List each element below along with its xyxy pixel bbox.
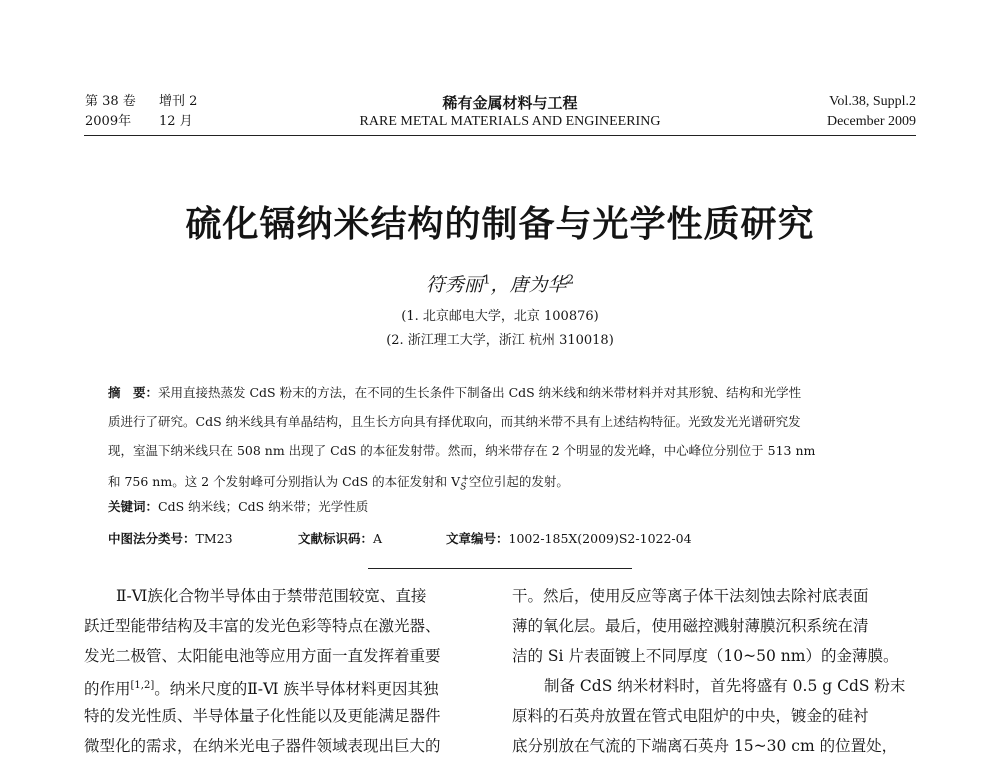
article-number-value: 1002-185X(2009)S2-1022-04 — [508, 531, 692, 546]
keywords-text: CdS 纳米线；CdS 纳米带；光学性质 — [158, 499, 369, 514]
supplement-cn: 增刊 2 — [159, 94, 198, 109]
vacancy-superscript: + — [461, 474, 469, 484]
author-line — [0, 270, 1000, 297]
body-line: 底分别放在气流的下端离石英舟 15~30 cm 的位置处， — [512, 737, 898, 755]
body-column-left — [84, 581, 489, 761]
year-cn: 2009年 — [85, 114, 132, 129]
keywords — [108, 497, 368, 515]
doc-code-value: A — [373, 531, 383, 546]
affiliation-2: (2. 浙江理工大学，浙江 杭州 310018) — [386, 333, 614, 348]
body-line: 原料的石英舟放置在管式电阻炉的中央，镀金的硅衬 — [512, 707, 869, 725]
body-line: 微型化的需求，在纳米光电子器件领域表现出巨大的 — [84, 737, 441, 755]
body-line: 薄的氧化层。最后，使用磁控溅射薄膜沉积系统在清 — [512, 617, 869, 635]
keywords-label: 关键词： — [108, 499, 159, 514]
abstract-line: 质进行了研究。CdS 纳米线具有单晶结构，且生长方向具有择优取向，而其纳米带不具有上述结构特征。光致发光光谱研究发 — [108, 414, 801, 429]
body-line: 发光二极管、太阳能电池等应用方面一直发挥着重要 — [84, 647, 441, 665]
journal-title-cn: 稀有金属材料与工程 — [442, 94, 578, 112]
volume-cn: 第 38 卷 — [85, 94, 136, 109]
body-text: 的作用 — [84, 680, 131, 699]
header-rule — [84, 135, 916, 136]
abstract — [108, 378, 908, 494]
affiliation-1: (1. 北京邮电大学，北京 100876) — [401, 309, 599, 324]
abstract-line — [108, 378, 908, 407]
article-number-label: 文章编号： — [446, 531, 509, 546]
author-2-affiliation: 2 — [566, 272, 575, 287]
citation-ref: [1,2] — [130, 680, 155, 691]
abstract-text: 和 756 nm。这 2 个发射峰可分别指认为 CdS 的本征发射和 V — [108, 474, 461, 490]
date-en: December 2009 — [826, 114, 916, 129]
paper-title: 硫化镉纳米结构的制备与光学性质研究 — [185, 204, 815, 245]
classification-line — [108, 529, 692, 547]
abstract-separator-rule — [368, 568, 632, 569]
body-line: 干。然后，使用反应等离子体干法刻蚀去除衬底表面 — [512, 587, 869, 605]
author-1-affiliation: 1 — [482, 272, 491, 287]
abstract-line — [108, 465, 908, 494]
abstract-label: 摘 要： — [108, 385, 159, 400]
body-line: 特的发光性质、半导体量子化性能以及更能满足器件 — [84, 707, 441, 725]
volume-en: Vol.38, Suppl.2 — [829, 94, 916, 109]
vacancy-subscript: S — [460, 482, 467, 493]
body-line: 跃迁型能带结构及丰富的发光色彩等特点在激光器、 — [84, 617, 441, 635]
abstract-line: 现，室温下纳米线只在 508 nm 出现了 CdS 的本征发射带。然而，纳米带存在 2 个明显的发光峰，中心峰位分别位于 513 nm — [108, 443, 816, 458]
doc-code-label: 文献标识码： — [298, 531, 374, 546]
abstract-text: 采用直接热蒸发 CdS 粉末的方法，在不同的生长条件下制备出 CdS 纳米线和纳米带材料并对其形貌、结构和光学性 — [158, 385, 802, 400]
author-separator: ， — [490, 274, 510, 296]
header-date-cn — [85, 114, 193, 130]
body-column-right — [512, 581, 917, 761]
body-line: Ⅱ-Ⅵ族化合物半导体由于禁带范围较宽、直接 — [116, 587, 427, 605]
abstract-text: 空位引起的发射。 — [468, 474, 569, 490]
body-line: 制备 CdS 纳米材料时，首先将盛有 0.5 g CdS 粉末 — [544, 677, 906, 695]
clc-label: 中图法分类号： — [108, 531, 196, 546]
author-1: 符秀丽 — [425, 274, 483, 296]
header-volume-issue — [85, 94, 197, 110]
body-line: 洁的 Si 片表面镀上不同厚度（10~50 nm）的金薄膜。 — [512, 647, 899, 665]
journal-title-en: RARE METAL MATERIALS AND ENGINEERING — [359, 114, 661, 129]
month-cn: 12 月 — [159, 114, 193, 129]
clc-value: TM23 — [195, 531, 233, 546]
body-text: 。纳米尺度的Ⅱ-Ⅵ 族半导体材料更因其独 — [154, 680, 439, 699]
body-line — [84, 671, 489, 701]
author-2: 唐为华 — [509, 274, 567, 296]
